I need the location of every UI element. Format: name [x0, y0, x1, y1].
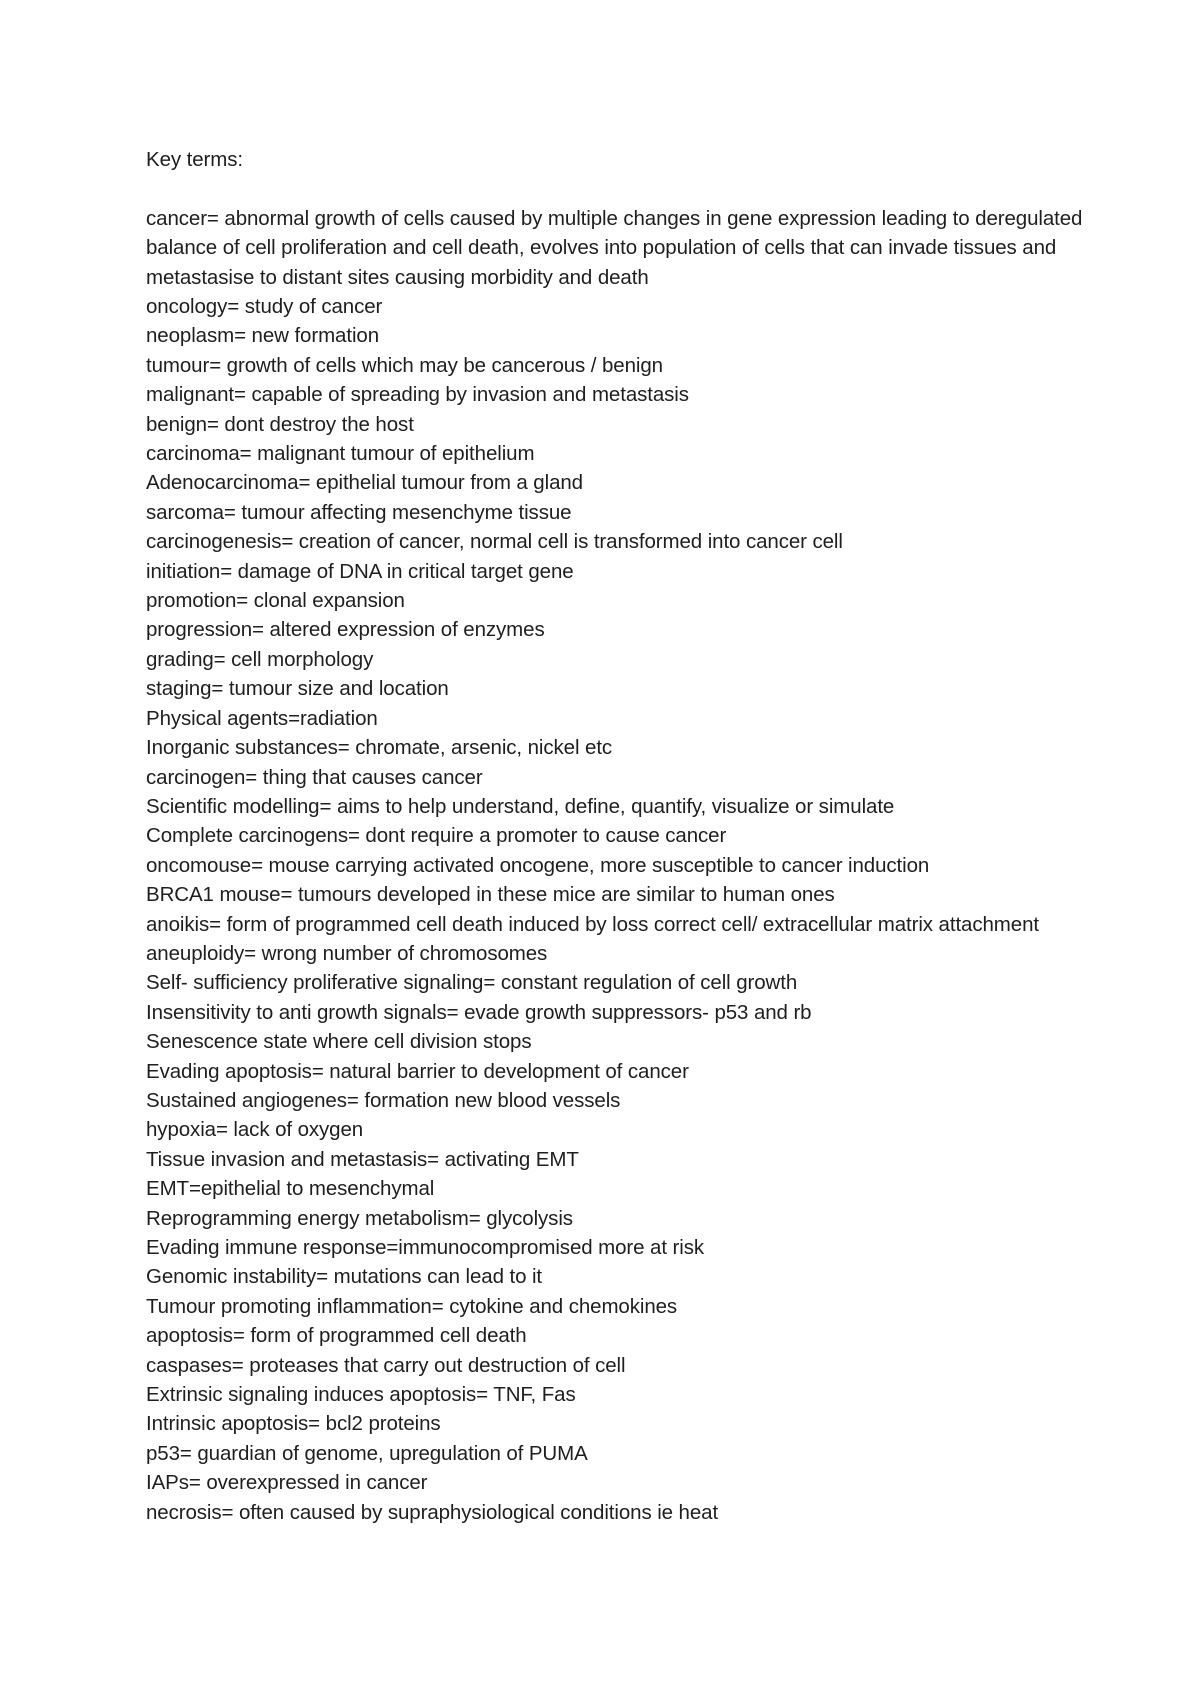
key-term-line: IAPs= overexpressed in cancer [146, 1471, 428, 1495]
key-term-line: carcinoma= malignant tumour of epithelium [146, 442, 535, 466]
key-term-line: neoplasm= new formation [146, 324, 380, 348]
key-term-line: Self- sufficiency proliferative signaling= constant regulation of cell growth [146, 971, 798, 995]
key-term-line: Intrinsic apoptosis= bcl2 proteins [146, 1412, 441, 1436]
key-term-line: Adenocarcinoma= epithelial tumour from a gland [146, 471, 583, 495]
key-term-line: initiation= damage of DNA in critical target gene [146, 559, 574, 583]
key-term-line: p53= guardian of genome, upregulation of PUMA [146, 1441, 588, 1465]
key-term-line: necrosis= often caused by supraphysiological conditions ie heat [146, 1500, 719, 1524]
blank-line [146, 174, 1106, 203]
key-term-line: Tumour promoting inflammation= cytokine and chemokines [146, 1294, 678, 1318]
key-term-line: benign= dont destroy the host [146, 412, 414, 436]
key-term-line: Evading apoptosis= natural barrier to development of cancer [146, 1059, 689, 1083]
key-term-line: malignant= capable of spreading by invasion and metastasis [146, 383, 689, 407]
key-term-line: carcinogen= thing that causes cancer [146, 765, 483, 789]
key-term-line: Genomic instability= mutations can lead to it [146, 1265, 543, 1289]
key-term-line: EMT=epithelial to mesenchymal [146, 1177, 435, 1201]
key-term-line: carcinogenesis= creation of cancer, normal cell is transformed into cancer cell [146, 530, 843, 554]
document-body [146, 145, 1106, 1527]
key-term-line: Physical agents=radiation [146, 706, 378, 730]
key-term-line: apoptosis= form of programmed cell death [146, 1324, 527, 1348]
key-term-line: promotion= clonal expansion [146, 589, 405, 613]
key-term-line: Insensitivity to anti growth signals= evade growth suppressors- p53 and rb [146, 1000, 812, 1024]
key-term-line: Senescence state where cell division stops [146, 1030, 532, 1054]
key-term-line: Evading immune response=immunocompromised more at risk [146, 1236, 705, 1260]
key-term-line: cancer= abnormal growth of cells caused by multiple changes in gene expression leading to deregulated balance of cell proliferation and cell death, evolves into population of cells that can invade tissues and metastasise to distant sites causing morbidity and death [146, 206, 1083, 289]
key-term-line: staging= tumour size and location [146, 677, 449, 701]
key-term-line: grading= cell morphology [146, 647, 374, 671]
key-term-line: progression= altered expression of enzymes [146, 618, 545, 642]
key-term-line: Reprogramming energy metabolism= glycolysis [146, 1206, 573, 1230]
key-term-line: Inorganic substances= chromate, arsenic, nickel etc [146, 736, 613, 760]
key-term-line: Scientific modelling= aims to help understand, define, quantify, visualize or simulate [146, 794, 895, 818]
document-heading: Key terms: [146, 148, 243, 171]
key-term-line: Sustained angiogenes= formation new blood vessels [146, 1088, 621, 1112]
key-term-line: sarcoma= tumour affecting mesenchyme tissue [146, 500, 572, 524]
key-term-line: oncomouse= mouse carrying activated oncogene, more susceptible to cancer induction [146, 853, 930, 877]
key-term-line: Complete carcinogens= dont require a promoter to cause cancer [146, 824, 727, 848]
key-term-line: oncology= study of cancer [146, 295, 383, 319]
key-term-line: Extrinsic signaling induces apoptosis= TNF, Fas [146, 1383, 576, 1407]
key-term-line: hypoxia= lack of oxygen [146, 1118, 364, 1142]
key-terms-list [146, 204, 1106, 1527]
key-term-line: Tissue invasion and metastasis= activating EMT [146, 1147, 579, 1171]
key-term-line: anoikis= form of programmed cell death induced by loss correct cell/ extracellular matrix attachment [146, 912, 1039, 936]
key-term-line: caspases= proteases that carry out destruction of cell [146, 1353, 626, 1377]
key-term-line: BRCA1 mouse= tumours developed in these mice are similar to human ones [146, 883, 835, 907]
key-term-line: aneuploidy= wrong number of chromosomes [146, 941, 548, 965]
key-term-line: tumour= growth of cells which may be cancerous / benign [146, 353, 663, 377]
